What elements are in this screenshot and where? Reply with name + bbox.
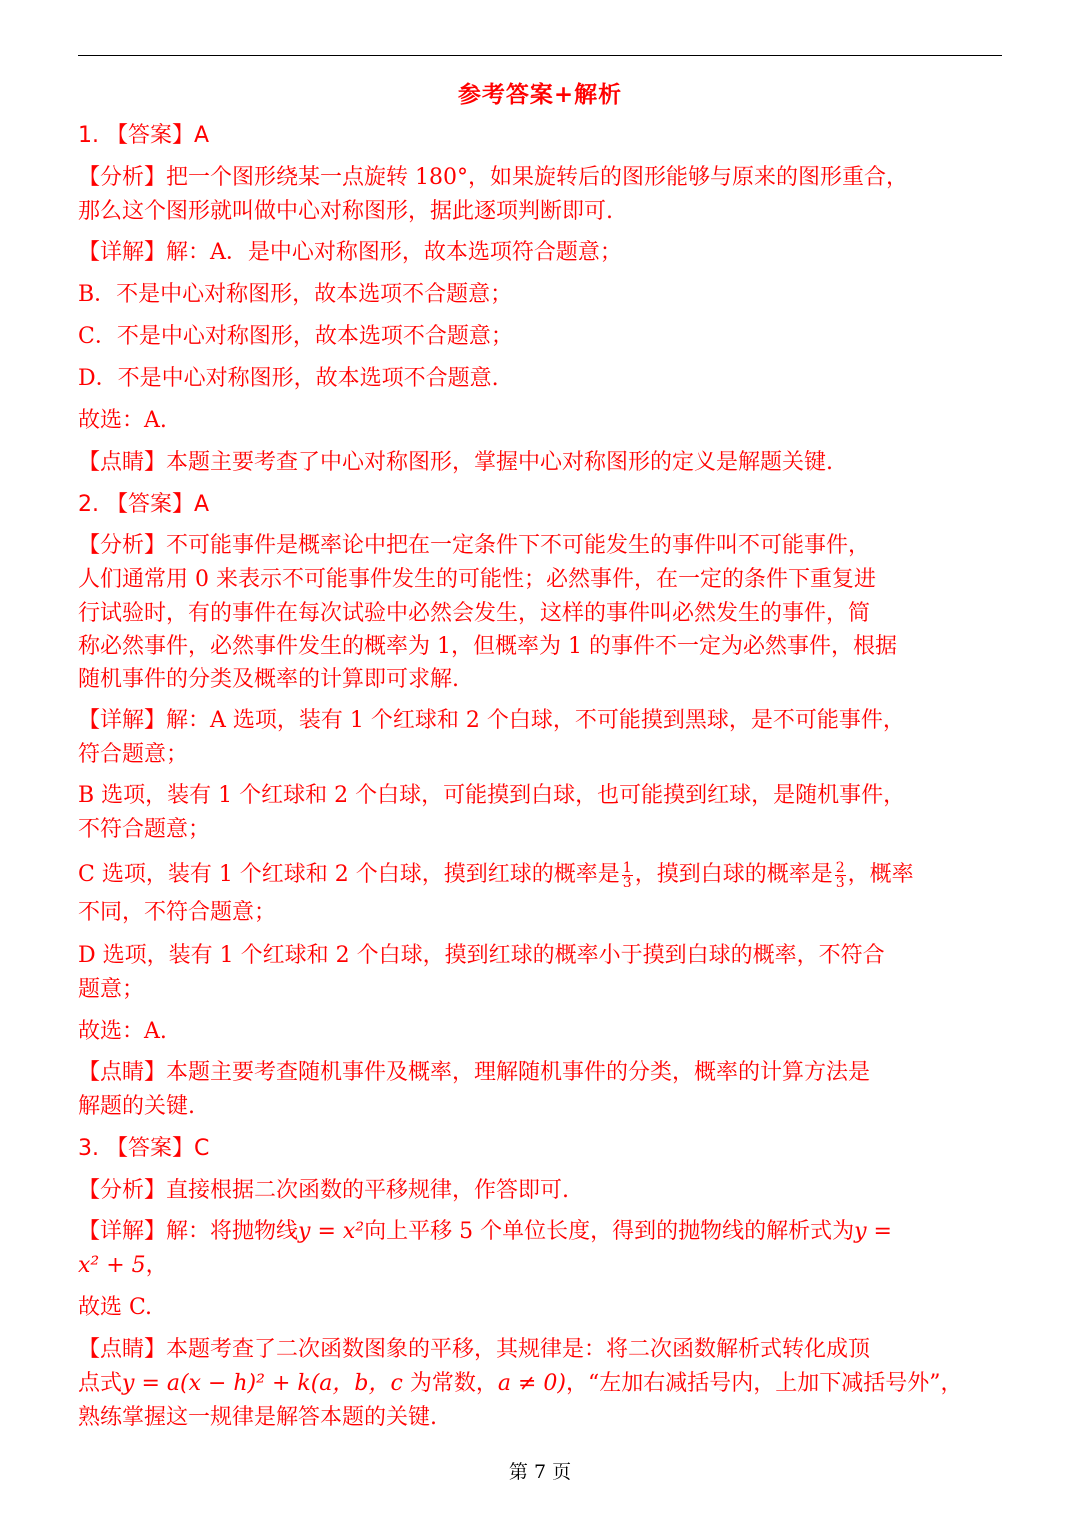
q2-option-d-line2: 题意； xyxy=(78,977,145,1002)
q2-option-b-line1: B 选项，装有 1 个红球和 2 个白球，可能摸到白球，也可能摸到红球，是随机事件， xyxy=(78,783,906,808)
q1-answer: 1. 【答案】A xyxy=(78,123,210,148)
q3-comment-line2: 点式y = a(x − h)² + k(a，b，c 为常数，a ≠ 0)，“左加右减括号内，上加下减括号外”， xyxy=(78,1371,963,1396)
q2-analysis-line3: 行试验时，有的事件在每次试验中必然会发生，这样的事件叫必然发生的事件，简 xyxy=(78,601,871,626)
q3-answer: 3. 【答案】C xyxy=(78,1136,210,1161)
q2-analysis-line5: 随机事件的分类及概率的计算即可求解. xyxy=(78,667,459,692)
q1-comment: 【点睛】本题主要考查了中心对称图形，掌握中心对称图形的定义是解题关键. xyxy=(78,450,833,475)
q1-option-c: C．不是中心对称图形，故本选项不合题意； xyxy=(78,324,513,349)
page-number: 第 7 页 xyxy=(508,1461,572,1483)
formula-x-squared-plus-5: x² + 5 xyxy=(78,1253,146,1278)
header-rule xyxy=(78,55,1002,56)
q1-option-d: D．不是中心对称图形，故本选项不合题意. xyxy=(78,366,499,391)
q3-analysis: 【分析】直接根据二次函数的平移规律，作答即可. xyxy=(78,1178,569,1203)
q2-option-b-line2: 不符合题意； xyxy=(78,817,211,842)
q2-detail-line1: 【详解】解：A 选项，装有 1 个红球和 2 个白球，不可能摸到黑球，是不可能事件， xyxy=(78,708,905,733)
q2-detail-line2: 符合题意； xyxy=(78,742,189,767)
q1-detail: 【详解】解：A．是中心对称图形，故本选项符合题意； xyxy=(78,240,622,265)
q2-answer: 2. 【答案】A xyxy=(78,492,210,517)
q2-option-c-text-a: C 选项，装有 1 个红球和 2 个白球，摸到红球的概率是 xyxy=(78,862,620,887)
q2-option-c-text-b: ，摸到白球的概率是 xyxy=(634,862,833,887)
q1-analysis-line1: 【分析】把一个图形绕某一点旋转 180°，如果旋转后的图形能够与原来的图形重合， xyxy=(78,165,908,190)
formula-y-equals-x-squared: y = x² xyxy=(298,1219,365,1244)
formula-a-not-zero: a ≠ 0) xyxy=(497,1371,566,1396)
q3-comment-line3: 熟练掌握这一规律是解答本题的关键. xyxy=(78,1405,437,1430)
q3-choice: 故选 C. xyxy=(78,1295,153,1320)
q2-choice: 故选：A. xyxy=(78,1019,167,1044)
fraction-two-thirds: $\frac{2}{3}$ xyxy=(835,859,845,891)
q1-choice: 故选：A. xyxy=(78,408,167,433)
formula-y-equals: y = xyxy=(854,1219,892,1244)
formula-vertex-form: y = a(x − h)² + k(a，b，c xyxy=(122,1371,403,1396)
q2-analysis-line4: 称必然事件，必然事件发生的概率为 1，但概率为 1 的事件不一定为必然事件，根据 xyxy=(78,634,897,659)
q2-comment-line2: 解题的关键. xyxy=(78,1094,195,1119)
q2-option-c-text-c: ，概率 xyxy=(847,862,914,887)
q2-option-d-line1: D 选项，装有 1 个红球和 2 个白球，摸到红球的概率小于摸到白球的概率，不符合 xyxy=(78,943,885,968)
q2-analysis-line1: 【分析】不可能事件是概率论中把在一定条件下不可能发生的事件叫不可能事件， xyxy=(78,533,871,558)
q2-option-c-line1 xyxy=(78,858,1008,892)
q1-option-b: B．不是中心对称图形，故本选项不合题意； xyxy=(78,282,513,307)
q2-option-c-line2: 不同，不符合题意； xyxy=(78,900,277,925)
q2-analysis-line2: 人们通常用 0 来表示不可能事件发生的可能性；必然事件，在一定的条件下重复进 xyxy=(78,567,876,592)
q3-detail-line2: x² + 5， xyxy=(78,1253,168,1278)
page-title: 参考答案+解析 xyxy=(457,81,623,108)
q3-comment-line1: 【点睛】本题考查了二次函数图象的平移，其规律是：将二次函数解析式转化成顶 xyxy=(78,1337,871,1362)
q2-comment-line1: 【点睛】本题主要考查随机事件及概率，理解随机事件的分类，概率的计算方法是 xyxy=(78,1060,871,1085)
q3-detail-line1: 【详解】解：将抛物线y = x²向上平移 5 个单位长度，得到的抛物线的解析式为y = xyxy=(78,1219,892,1244)
q1-analysis-line2: 那么这个图形就叫做中心对称图形，据此逐项判断即可. xyxy=(78,199,613,224)
fraction-one-third: $\frac{1}{3}$ xyxy=(622,859,632,891)
